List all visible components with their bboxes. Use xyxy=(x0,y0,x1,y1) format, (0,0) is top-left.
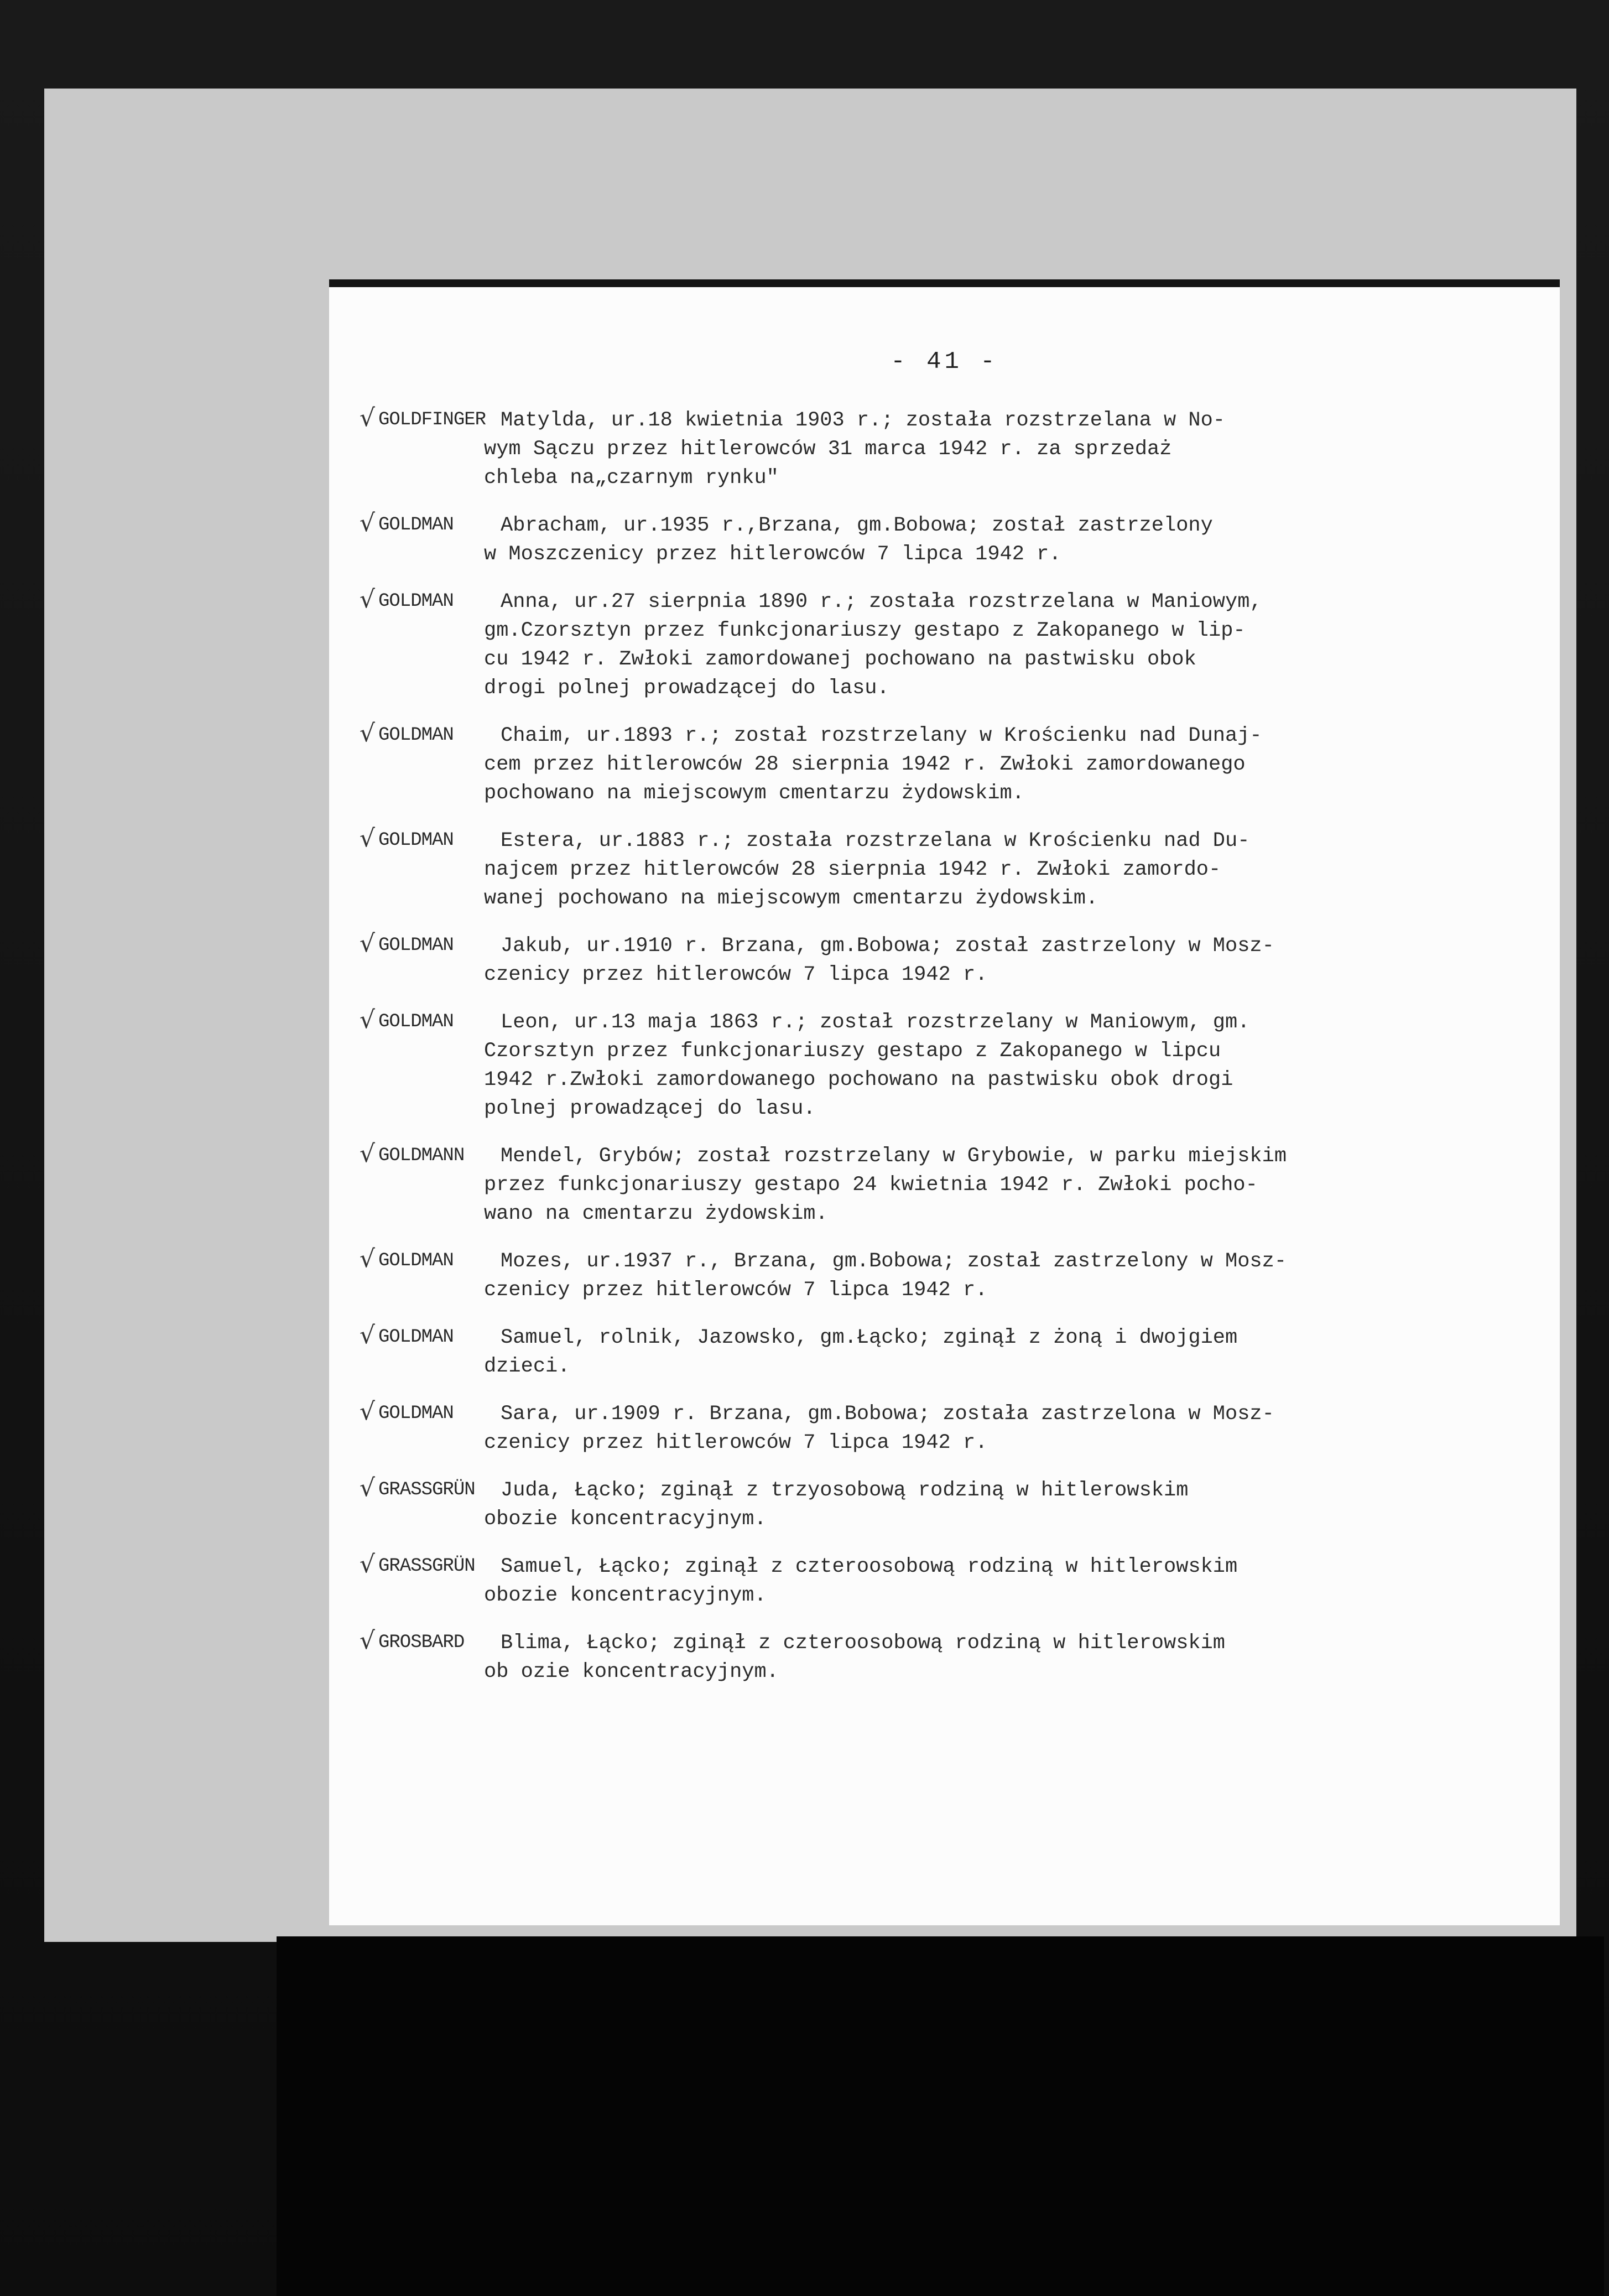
check-mark-icon: √ xyxy=(360,1627,376,1655)
entry-text-line: czenicy przez hitlerowców 7 lipca 1942 r. xyxy=(484,963,988,986)
entry-text-line: Leon, ur.13 maja 1863 r.; został rozstrzelany w Maniowym, gm. xyxy=(501,1011,1250,1034)
entry-text-line: Czorsztyn przez funkcjonariuszy gestapo z Zakopanego w lipcu xyxy=(484,1040,1221,1063)
entry-surname: GRASSGRÜN xyxy=(378,1479,475,1500)
entry-text-line: Blima, Łącko; zginął z czteroosobową rodziną w hitlerowskim xyxy=(501,1632,1226,1655)
entry-text-line: Samuel, Łącko; zginął z czteroosobową rodziną w hitlerowskim xyxy=(501,1555,1238,1578)
entry-text-line: cu 1942 r. Zwłoki zamordowanej pochowano na pastwisku obok xyxy=(484,648,1196,671)
entry-text-line: Jakub, ur.1910 r. Brzana, gm.Bobowa; został zastrzelony w Mosz- xyxy=(501,934,1274,958)
entry-surname: GOLDMAN xyxy=(378,1327,454,1348)
check-mark-icon: √ xyxy=(360,1140,376,1168)
check-mark-icon: √ xyxy=(360,1474,376,1502)
entry-text-line: Estera, ur.1883 r.; została rozstrzelana w Krościenku nad Du- xyxy=(501,829,1250,853)
entry-text-line: w Moszczenicy przez hitlerowców 7 lipca 1942 r. xyxy=(484,543,1061,566)
entry-text-line: drogi polnej prowadzącej do lasu. xyxy=(484,677,889,700)
check-mark-icon: √ xyxy=(360,824,376,853)
check-mark-icon: √ xyxy=(360,404,376,432)
entry-list xyxy=(360,406,1538,1705)
list-item xyxy=(360,1323,1538,1381)
entry-text-line: Juda, Łącko; zginął z trzyosobową rodziną w hitlerowskim xyxy=(501,1479,1189,1502)
entry-surname: GOLDMAN xyxy=(378,830,454,851)
entry-text-line: polnej prowadzącej do lasu. xyxy=(484,1097,816,1120)
entry-text-line: chleba na„czarnym rynku" xyxy=(484,466,779,490)
check-mark-icon: √ xyxy=(360,585,376,614)
entry-text-line: gm.Czorsztyn przez funkcjonariuszy gestapo z Zakopanego w lip- xyxy=(484,619,1246,642)
list-item xyxy=(360,511,1538,569)
check-mark-icon: √ xyxy=(360,1550,376,1578)
entry-text-line: pochowano na miejscowym cmentarzu żydowskim. xyxy=(484,782,1024,805)
check-mark-icon: √ xyxy=(360,1398,376,1426)
entry-text-line: dzieci. xyxy=(484,1355,570,1378)
entry-text-line: czenicy przez hitlerowców 7 lipca 1942 r. xyxy=(484,1431,988,1455)
check-mark-icon: √ xyxy=(360,1321,376,1349)
list-item xyxy=(360,929,1538,989)
list-item xyxy=(360,1400,1538,1457)
list-item xyxy=(360,1629,1538,1686)
entry-text-line: Mozes, ur.1937 r., Brzana, gm.Bobowa; został zastrzelony w Mosz- xyxy=(501,1250,1287,1273)
entry-text-line: Matylda, ur.18 kwietnia 1903 r.; została rozstrzelana w No- xyxy=(501,409,1226,432)
entry-surname: GOLDMAN xyxy=(378,1403,454,1424)
check-mark-icon: √ xyxy=(360,929,376,958)
list-item xyxy=(360,1476,1538,1534)
entry-text-line: 1942 r.Zwłoki zamordowanego pochowano na pastwisku obok drogi xyxy=(484,1068,1233,1092)
entry-text-line: Sara, ur.1909 r. Brzana, gm.Bobowa; została zastrzelona w Mosz- xyxy=(501,1402,1274,1426)
check-mark-icon: √ xyxy=(360,719,376,747)
check-mark-icon: √ xyxy=(360,509,376,537)
entry-text-line: czenicy przez hitlerowców 7 lipca 1942 r. xyxy=(484,1279,988,1302)
list-item xyxy=(360,1552,1538,1610)
entry-text-line: Samuel, rolnik, Jazowsko, gm.Łącko; zginął z żoną i dwojgiem xyxy=(501,1326,1238,1349)
entry-surname: GOLDMAN xyxy=(378,515,454,536)
entry-text-line: Anna, ur.27 sierpnia 1890 r.; została rozstrzelana w Maniowym, xyxy=(501,590,1262,614)
list-item xyxy=(360,1008,1538,1123)
entry-surname: GRASSGRÜN xyxy=(378,1556,475,1577)
entry-text-line: Chaim, ur.1893 r.; został rozstrzelany w Krościenku nad Dunaj- xyxy=(501,724,1262,747)
entry-text-line: przez funkcjonariuszy gestapo 24 kwietnia 1942 r. Zwłoki pocho- xyxy=(484,1173,1258,1197)
list-item xyxy=(360,406,1538,492)
entry-surname: GOLDMAN xyxy=(378,725,454,746)
entry-text-line: obozie koncentracyjnym. xyxy=(484,1508,767,1531)
entry-text-line: cem przez hitlerowców 28 sierpnia 1942 r. Zwłoki zamordowanego xyxy=(484,753,1246,776)
entry-text-line: wano na cmentarzu żydowskim. xyxy=(484,1202,828,1225)
entry-text-line: obozie koncentracyjnym. xyxy=(484,1584,767,1607)
list-item xyxy=(360,824,1538,913)
entry-surname: GOLDMAN xyxy=(378,1250,454,1271)
check-mark-icon: √ xyxy=(360,1006,376,1034)
page-number: - 41 - xyxy=(891,348,998,376)
entry-text-line: Mendel, Grybów; został rozstrzelany w Grybowie, w parku miejskim xyxy=(501,1145,1287,1168)
check-mark-icon: √ xyxy=(360,1245,376,1273)
entry-text-line: Abracham, ur.1935 r.,Brzana, gm.Bobowa; został zastrzelony xyxy=(501,514,1213,537)
entry-text-line: ob ozie koncentracyjnym. xyxy=(484,1660,779,1684)
entry-surname: GOLDMAN xyxy=(378,935,454,956)
list-item xyxy=(360,721,1538,808)
entry-surname: GOLDMAN xyxy=(378,1011,454,1032)
list-item xyxy=(360,1142,1538,1228)
entry-surname: GOLDMAN xyxy=(378,591,454,612)
scan-shadow xyxy=(277,1936,1604,2296)
entry-surname: GROSBARD xyxy=(378,1632,465,1653)
entry-surname: GOLDMANN xyxy=(378,1145,465,1166)
entry-surname: GOLDFINGER xyxy=(378,409,486,430)
entry-text-line: najcem przez hitlerowców 28 sierpnia 1942 r. Zwłoki zamordo- xyxy=(484,858,1221,881)
document-page xyxy=(329,279,1560,1925)
entry-text-line: wym Sączu przez hitlerowców 31 marca 1942 r. za sprzedaż xyxy=(484,438,1172,461)
list-item xyxy=(360,585,1538,703)
entry-text-line: wanej pochowano na miejscowym cmentarzu żydowskim. xyxy=(484,887,1098,910)
list-item xyxy=(360,1247,1538,1305)
